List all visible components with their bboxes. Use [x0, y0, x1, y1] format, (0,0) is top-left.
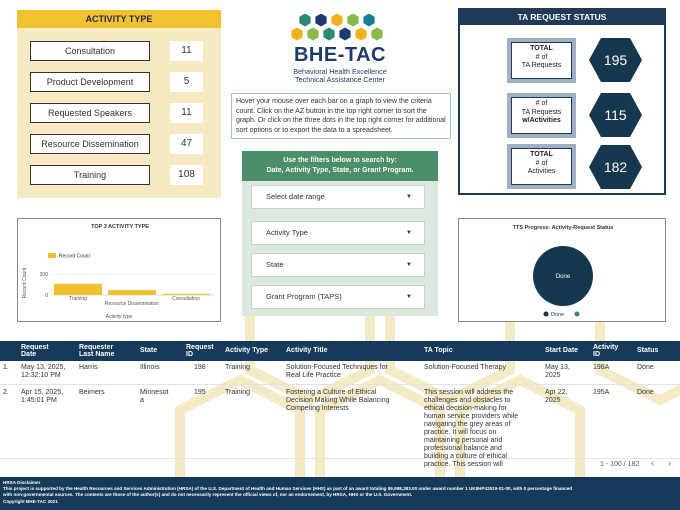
cell-status: Done: [637, 364, 654, 371]
ta-value: 182: [603, 159, 628, 175]
date-range-select[interactable]: [251, 185, 425, 209]
y-axis-label: Record Count: [22, 267, 28, 299]
activity-label: Consultation: [30, 41, 150, 61]
th-activity-id[interactable]: Activity ID: [593, 344, 619, 358]
ta-request-status-panel: [458, 8, 666, 195]
y-tick-label: 200: [39, 272, 48, 278]
cell-activity-type: Training: [225, 389, 251, 396]
logo-hex: [355, 28, 366, 41]
logo-subtitle-line1: Behavioral Health Excellence: [293, 67, 387, 76]
cell-status: Done: [637, 389, 654, 396]
ta-card-line2: # of: [535, 53, 548, 61]
ta-card-line1: TOTAL: [530, 45, 553, 52]
activity-count: 47: [170, 134, 203, 154]
caret-down-icon: ▼: [406, 262, 412, 268]
x-axis-label: Activity type: [105, 314, 133, 320]
x-tick-label: Consultation: [172, 296, 200, 302]
logo-hex: [339, 28, 350, 41]
bar-chart-svg: [18, 219, 222, 323]
ta-card-line2: TA Requests: [521, 108, 562, 116]
top3-activity-chart[interactable]: [17, 218, 221, 322]
activity-label: Resource Dissemination: [30, 134, 150, 154]
footer-line2: with non-governmental sources. The contents are those of the author(s) and do not necessarily represent the official views of, nor an endorsement, by HRSA, HHS or the U.S. Government.: [3, 492, 413, 498]
cell-request-date: Apr 15, 2025, 1:45:01 PM: [21, 389, 64, 404]
activity-type-select[interactable]: [251, 221, 425, 245]
activity-type-label: Activity Type: [266, 228, 308, 237]
th-request-date[interactable]: Request Date: [21, 344, 49, 358]
bhe-tac-logo: [275, 14, 405, 90]
next-page-icon[interactable]: ›: [668, 458, 672, 469]
filters-panel: [242, 151, 438, 316]
activity-count: 11: [170, 103, 203, 123]
logo-hex: [347, 14, 358, 27]
logo-hex: [371, 28, 382, 41]
footer-heading: HRSA Disclaimer: [3, 480, 41, 485]
row-number: 1.: [3, 364, 9, 371]
cell-state: Minnesot a: [140, 389, 169, 404]
ta-status-title: TA REQUEST STATUS: [460, 10, 664, 25]
ta-card-line3: w/Activities: [522, 117, 561, 125]
legend-dot-done: [544, 312, 549, 317]
ta-card-line3: Activities: [527, 168, 556, 176]
row-number: 2.: [3, 389, 9, 396]
caret-down-icon: ▼: [406, 294, 412, 300]
legend-dot-other: [575, 312, 580, 317]
cell-activity-title: Solution-Focused Techniques for Real Life Practice: [286, 364, 388, 379]
cell-ta-topic: This session will address the challenges and obstacles to ethical decision-making for human service providers while navigating the grey areas of practice. It will focus on maintaining personal and professional balance and building a culture of ethical practice. This session will: [424, 389, 519, 468]
th-start-date[interactable]: Start Date: [545, 347, 579, 354]
table-row[interactable]: [0, 361, 680, 385]
activity-label: Training: [30, 165, 150, 185]
legend-label-done: Done: [551, 312, 565, 318]
ta-card-line1: # of: [535, 100, 548, 107]
activity-count: 11: [170, 41, 203, 61]
caret-down-icon: ▼: [406, 230, 412, 236]
table-header: [0, 341, 680, 361]
y-tick-label: 0: [45, 292, 48, 299]
ta-card-line1: TOTAL: [530, 151, 553, 158]
pie-chart-svg: [459, 219, 667, 323]
th-activity-title[interactable]: Activity Title: [286, 347, 328, 354]
logo-hex: [331, 14, 342, 27]
logo-hexagons-icon: [275, 14, 405, 44]
ta-value-hex: [588, 92, 643, 138]
state-select[interactable]: [251, 253, 425, 277]
activity-label: Product Development: [30, 72, 150, 92]
bar-consultation[interactable]: [162, 294, 210, 295]
th-ta-topic[interactable]: TA Topic: [424, 347, 453, 354]
cell-ta-topic: Solution-Focused Therapy: [424, 364, 506, 371]
filters-heading: [242, 151, 438, 181]
ta-card-line3: TA Requests: [521, 62, 562, 70]
activity-count: 5: [170, 72, 203, 92]
grant-program-select[interactable]: [251, 285, 425, 309]
logo-hex: [363, 14, 374, 27]
ta-value: 115: [604, 107, 627, 123]
legend-swatch: [48, 253, 56, 258]
ta-card-total-activities: [507, 144, 576, 189]
activity-label: Requested Speakers: [30, 103, 150, 123]
logo-hex: [307, 28, 318, 41]
cell-request-date: May 13, 2025, 12:32:10 PM: [21, 364, 66, 379]
logo-hex: [323, 28, 334, 41]
th-requester-last-name[interactable]: Requester Last Name: [79, 344, 115, 358]
logo-hex: [291, 28, 302, 41]
footer-line1: This project is supported by the Health Resources and Services Administration (HRSA) of the U.S. Department of Health and Human Services (HHS) as part of an award totaling $9,998,383.00 under award number 1 UK8HP42519-01-00, with 0 percentage financed: [3, 486, 573, 492]
activity-type-title: ACTIVITY TYPE: [17, 10, 221, 28]
ta-value: 195: [603, 52, 628, 68]
cell-request-id: 195: [194, 389, 206, 396]
ta-card-requests-with-activities: [507, 93, 576, 138]
caret-down-icon: ▼: [406, 194, 412, 200]
ta-value-hex: [588, 144, 643, 190]
bar-resource-dissemination[interactable]: [108, 290, 156, 295]
th-status[interactable]: Status: [637, 347, 659, 354]
filters-heading-line2: Date, Activity Type, State, or Grant Program.: [266, 167, 414, 174]
hrsa-disclaimer-footer: [0, 477, 680, 510]
logo-hex: [315, 14, 326, 27]
th-activity-type[interactable]: Activity Type: [225, 347, 269, 354]
state-label: State: [266, 260, 284, 269]
tts-progress-chart[interactable]: [458, 218, 666, 322]
cell-last-name: Harris: [79, 364, 98, 371]
legend-label: Record Count: [59, 253, 90, 260]
chart-title: TOP 3 ACTIVITY TYPE: [91, 224, 149, 230]
ta-value-hex: [588, 37, 643, 83]
cell-activity-type: Training: [225, 364, 251, 371]
logo-title: BHE-TAC: [293, 44, 386, 66]
logo-subtitle-line2: Technical Assistance Center: [295, 75, 385, 84]
cell-request-id: 198: [194, 364, 206, 371]
filters-heading-line1: Use the filters below to search by:: [283, 157, 397, 164]
x-tick-label: Resource Dissemination: [104, 301, 160, 307]
chart-title: TTS Progress: Activity-Request Status: [512, 225, 614, 231]
pagination-range: 1 - 100 / 182: [600, 461, 640, 468]
footer-copyright: Copyright BHE-TAC 2021: [3, 498, 58, 504]
cell-start-date: May 13, 2025: [545, 364, 570, 379]
grant-program-label: Grant Program (TAPS): [266, 292, 342, 301]
th-request-id[interactable]: Request ID: [186, 344, 214, 358]
date-range-label: Select date range: [266, 192, 325, 201]
cell-start-date: Apr 22, 2025: [545, 389, 568, 404]
th-state[interactable]: State: [140, 347, 158, 354]
cell-activity-id: 198A: [593, 364, 610, 371]
logo-hex: [299, 14, 310, 27]
pie-center-label: Done: [555, 274, 571, 280]
bar-training[interactable]: [54, 284, 102, 295]
activity-type-panel: [17, 10, 221, 198]
activity-count: 108: [170, 165, 203, 185]
cell-last-name: Beimers: [79, 389, 105, 396]
instructions-text: Hover your mouse over each bar on a graph to view the criteria count. Click on the AZ button in the top right corner to sort the graph. Or click on the three dots in the top right corner for additional sort options or to export the data to a spreadsheet.: [231, 93, 451, 139]
prev-page-icon[interactable]: ‹: [651, 458, 655, 469]
cell-activity-title: Fostering a Culture of Ethical Decision Making While Balancing Competing Interests: [286, 389, 390, 412]
ta-card-total-requests: [507, 38, 576, 83]
ta-card-line2: # of: [535, 159, 548, 167]
cell-activity-id: 195A: [593, 389, 610, 396]
x-tick-label: Training: [69, 296, 87, 302]
cell-state: Illinois: [140, 364, 160, 371]
